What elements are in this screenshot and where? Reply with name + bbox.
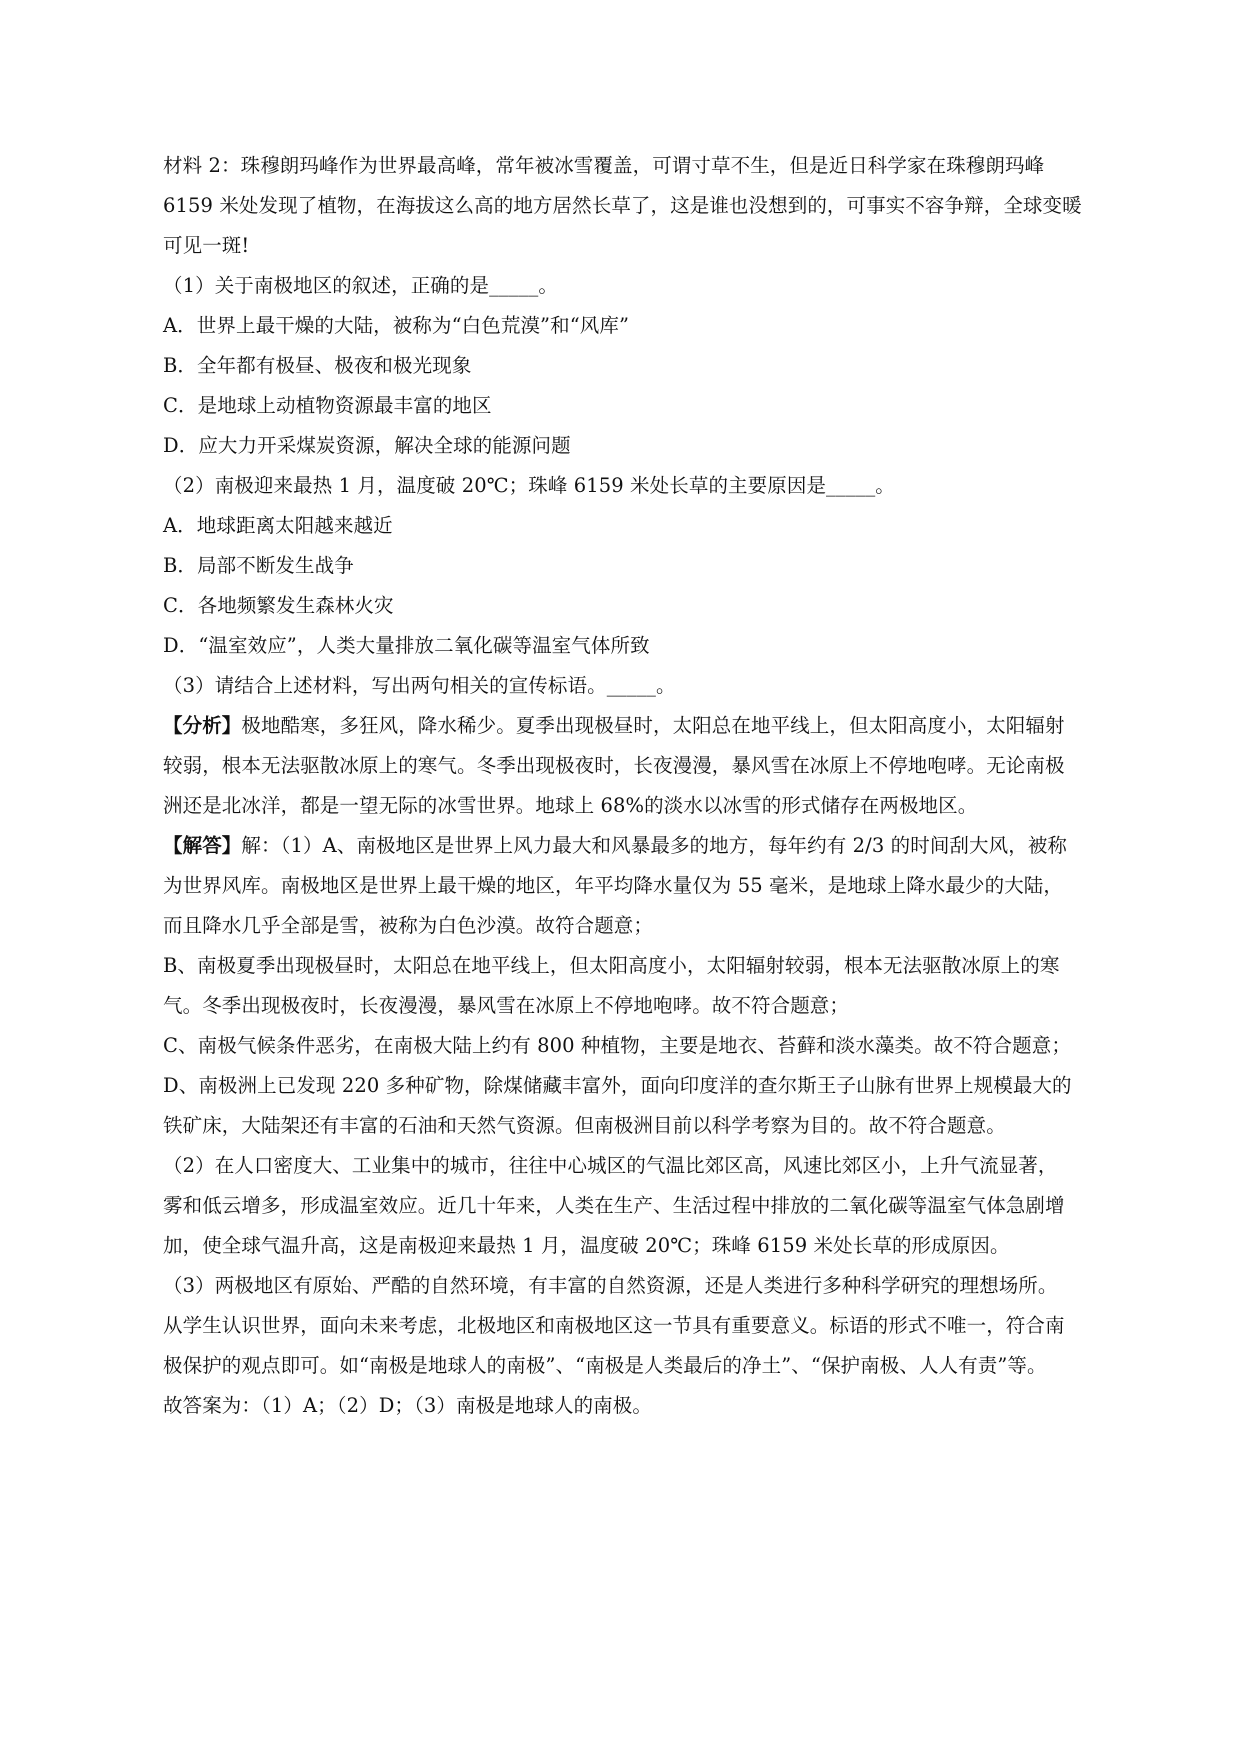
answer-label: 【解答】 <box>163 834 242 857</box>
q2-option-c: C．各地频繁发生森林火灾 <box>163 594 394 617</box>
q2-option-a: A．地球距离太阳越来越近 <box>163 514 393 537</box>
q1-option-d: D．应大力开采煤炭资源，解决全球的能源问题 <box>163 434 571 457</box>
answer-line-11: 加，使全球气温升高，这是南极迎来最热 1 月，温度破 20℃；珠峰 6159 米处长草的形成原因。 <box>163 1234 1010 1257</box>
answer-line-1 <box>163 828 1133 868</box>
q2-option-b: B．局部不断发生战争 <box>163 554 354 577</box>
answer-line-13: 从学生认识世界，面向未来考虑，北极地区和南极地区这一节具有重要意义。标语的形式不唯一，符合南 <box>163 1314 1065 1337</box>
analysis-line-1 <box>163 708 1133 748</box>
q2-option-d: D．“温室效应”，人类大量排放二氧化碳等温室气体所致 <box>163 634 650 657</box>
q1-option-a: A．世界上最干燥的大陆，被称为“白色荒漠”和“风库” <box>163 314 630 337</box>
q1-option-b: B．全年都有极昼、极夜和极光现象 <box>163 354 472 377</box>
final-answer: 故答案为：（1）A；（2）D；（3）南极是地球人的南极。 <box>163 1394 652 1417</box>
answer-line-9: （2）在人口密度大、工业集中的城市，往往中心城区的气温比郊区高，风速比郊区小，上升气流显著， <box>163 1154 1058 1177</box>
analysis-text-1: 极地酷寒，多狂风，降水稀少。夏季出现极昼时，太阳总在地平线上，但太阳高度小，太阳辐射 <box>241 714 1065 737</box>
material-line-2: 6159 米处发现了植物，在海拔这么高的地方居然长草了，这是谁也没想到的，可事实不容争辩，全球变暖 <box>163 194 1082 217</box>
material-line-3: 可见一斑! <box>163 234 250 257</box>
answer-line-4: B、南极夏季出现极昼时，太阳总在地平线上，但太阳高度小，太阳辐射较弱，根本无法驱散冰原上的寒 <box>163 954 1060 977</box>
q1-option-c: C．是地球上动植物资源最丰富的地区 <box>163 394 492 417</box>
answer-line-10: 雾和低云增多，形成温室效应。近几十年来，人类在生产、生活过程中排放的二氧化碳等温室气体急剧增 <box>163 1194 1065 1217</box>
answer-line-7: D、南极洲上已发现 220 多种矿物，除煤储藏丰富外，面向印度洋的查尔斯王子山脉有世界上规模最大的 <box>163 1074 1072 1097</box>
answer-line-12: （3）两极地区有原始、严酷的自然环境，有丰富的自然资源，还是人类进行多种科学研究的理想场所。 <box>163 1274 1058 1297</box>
answer-text-1: 解：（1）A、南极地区是世界上风力最大和风暴最多的地方，每年约有 2/3 的时间刮大风，被称 <box>241 834 1068 857</box>
question-2: （2）南极迎来最热 1 月，温度破 20℃；珠峰 6159 米处长草的主要原因是_____。 <box>163 474 895 497</box>
answer-line-8: 铁矿床，大陆架还有丰富的石油和天然气资源。但南极洲目前以科学考察为目的。故不符合题意。 <box>163 1114 1006 1137</box>
question-3: （3）请结合上述材料，写出两句相关的宣传标语。_____。 <box>163 674 676 697</box>
analysis-line-3: 洲还是北冰洋，都是一望无际的冰雪世界。地球上 68%的淡水以冰雪的形式储存在两极地区。 <box>163 794 978 817</box>
answer-line-3: 而且降水几乎全部是雪，被称为白色沙漠。故符合题意； <box>163 914 654 937</box>
material-line-1: 材料 2：珠穆朗玛峰作为世界最高峰，常年被冰雪覆盖，可谓寸草不生，但是近日科学家在珠穆朗玛峰 <box>163 154 1045 177</box>
answer-line-2: 为世界风库。南极地区是世界上最干燥的地区，年平均降水量仅为 55 毫米，是地球上降水最少的大陆， <box>163 874 1064 897</box>
document-body <box>163 148 1133 1428</box>
answer-line-14: 极保护的观点即可。如“南极是地球人的南极”、“南极是人类最后的净土”、“保护南极、人人有责”等。 <box>163 1354 1047 1377</box>
analysis-line-2: 较弱，根本无法驱散冰原上的寒气。冬季出现极夜时，长夜漫漫，暴风雪在冰原上不停地咆哮。无论南极 <box>163 754 1065 777</box>
question-1: （1）关于南极地区的叙述，正确的是_____。 <box>163 274 558 297</box>
answer-line-5: 气。冬季出现极夜时，长夜漫漫，暴风雪在冰原上不停地咆哮。故不符合题意； <box>163 994 850 1017</box>
analysis-label: 【分析】 <box>163 714 242 737</box>
answer-line-6: C、南极气候条件恶劣，在南极大陆上约有 800 种植物，主要是地衣、苔藓和淡水藻类。故不符合题意； <box>163 1034 1071 1057</box>
